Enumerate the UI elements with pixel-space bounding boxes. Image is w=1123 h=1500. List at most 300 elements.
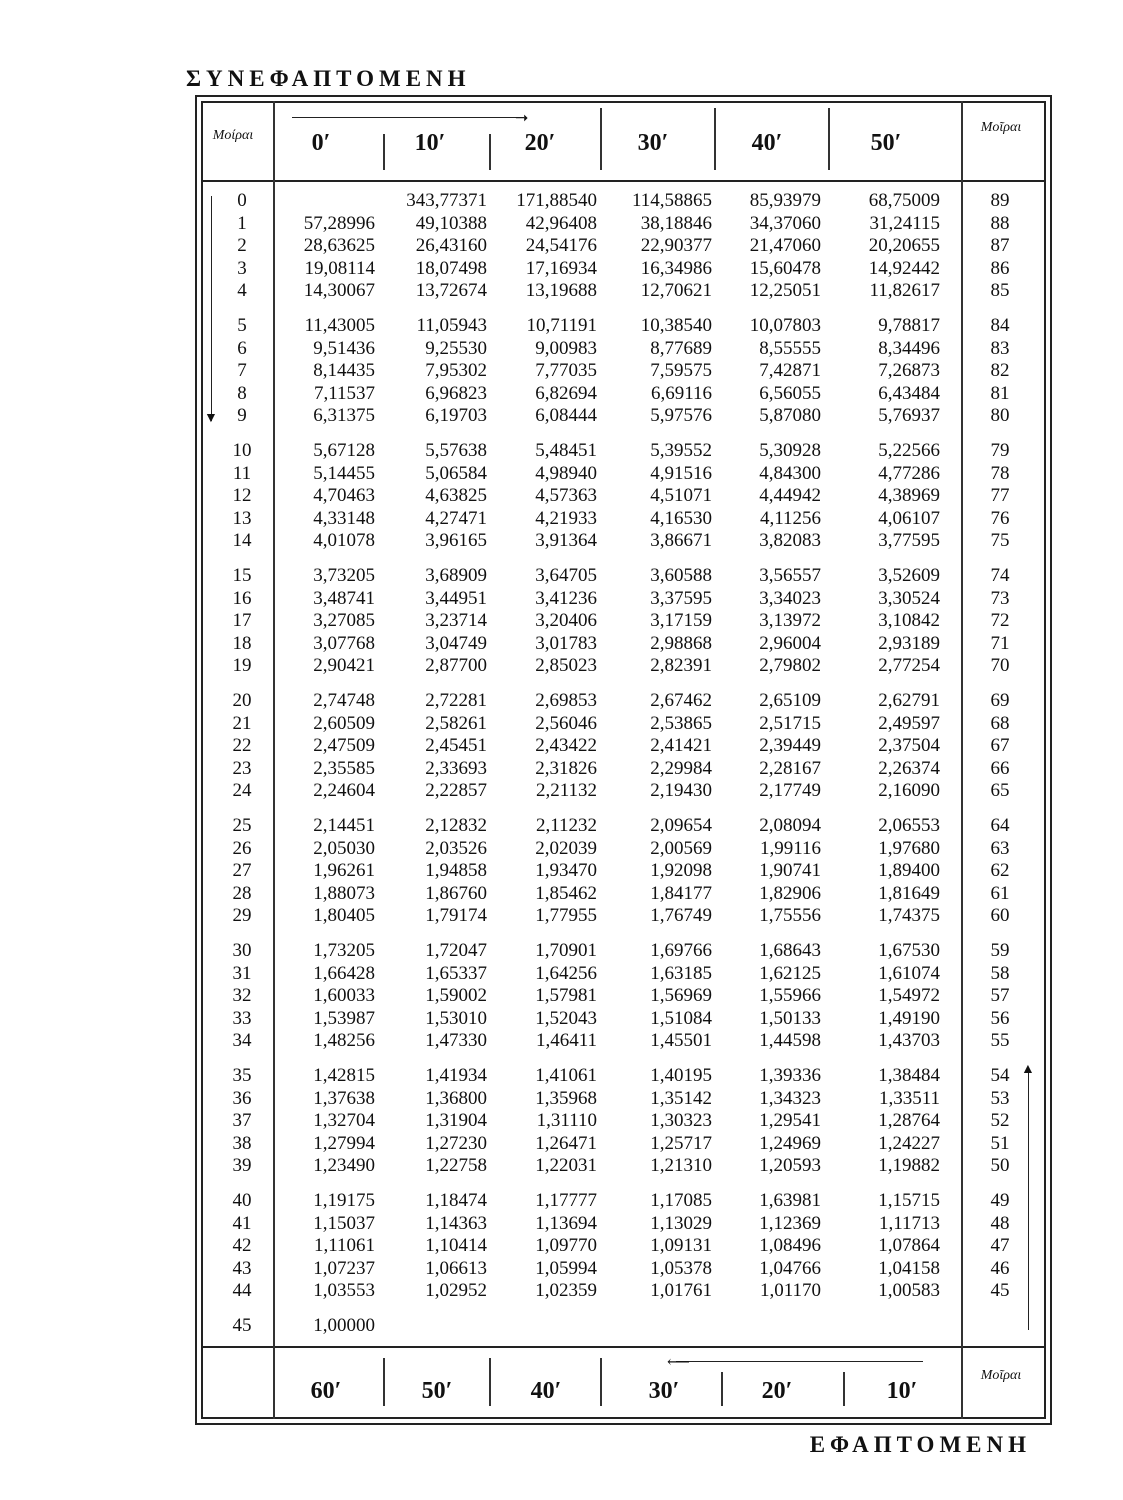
table-cell: 5,14455	[313, 462, 375, 484]
table-cell: 3,56557	[759, 565, 821, 586]
table-cell: 2,28167	[759, 757, 821, 779]
table-cell: 3,23714	[425, 610, 487, 632]
row-degree-left: 13	[232, 507, 252, 529]
table-cell: 3,52609	[878, 565, 940, 586]
row-degree-right: 81	[990, 382, 1010, 404]
table-cell: 1,80405	[313, 905, 375, 927]
page-title-tangent: ΕΦΑΠΤΟΜΕΝΗ	[809, 1432, 1031, 1457]
row-degree-left: 5	[237, 315, 247, 336]
table-cell: 1,20593	[759, 1155, 821, 1177]
row-degree-left: 0	[237, 190, 247, 211]
arrow-down-head-icon: ▼	[204, 411, 218, 426]
footer-minutes-60: 60′	[310, 1378, 342, 1404]
table-cell: 4,70463	[313, 485, 375, 507]
table-cell: 3,20406	[535, 610, 597, 632]
table-cell: 1,23490	[313, 1155, 375, 1177]
table-cell: 4,77286	[878, 462, 940, 484]
table-cell: 6,56055	[759, 382, 821, 404]
table-cell: 1,55966	[759, 985, 821, 1007]
row-degree-left: 4	[237, 280, 247, 302]
row-degree-left: 11	[232, 462, 252, 484]
table-cell: 1,89400	[878, 860, 940, 882]
table-cell: 1,33511	[878, 1087, 940, 1109]
row-degree-right: 78	[990, 462, 1010, 484]
table-cell: 1,05994	[535, 1257, 597, 1279]
row-degree-right: 66	[990, 757, 1010, 779]
table-cell: 10,38540	[640, 315, 712, 336]
column-divider	[600, 108, 602, 170]
row-degree-left: 8	[237, 382, 247, 404]
table-cell: 1,53987	[313, 1007, 375, 1029]
table-cell: 1,04766	[759, 1257, 821, 1279]
row-degree-right: 82	[990, 360, 1010, 382]
row-degree-left: 1	[237, 212, 247, 234]
column-divider	[843, 1372, 845, 1406]
table-cell: 1,50133	[759, 1007, 821, 1029]
row-degree-left: 22	[232, 735, 252, 757]
table-cell: 1,08496	[759, 1235, 821, 1257]
row-degree-right: 89	[990, 190, 1010, 211]
row-degree-right: 77	[990, 485, 1010, 507]
arrow-left-icon	[676, 1361, 923, 1362]
row-degree-left: 32	[232, 985, 252, 1007]
table-cell: 4,44942	[759, 485, 821, 507]
table-cell: 1,03553	[313, 1280, 375, 1302]
table-cell: 2,03526	[425, 837, 487, 859]
table-cell: 1,17777	[535, 1190, 597, 1211]
table-cell: 3,73205	[313, 565, 375, 586]
header-divider	[201, 180, 1046, 182]
table-cell: 1,12369	[759, 1212, 821, 1234]
row-degree-right: 65	[990, 780, 1010, 802]
row-degree-right: 70	[990, 655, 1010, 677]
table-cell: 2,39449	[759, 735, 821, 757]
table-cell: 4,27471	[425, 507, 487, 529]
table-cell: 1,06613	[425, 1257, 487, 1279]
table-cell: 9,78817	[878, 315, 940, 336]
row-degree-right: 47	[990, 1235, 1010, 1257]
table-cell: 1,19175	[313, 1190, 375, 1211]
table-cell: 1,97680	[878, 837, 940, 859]
table-cell: 2,72281	[425, 690, 487, 711]
table-cell: 1,09770	[535, 1235, 597, 1257]
header-minutes-40: 40′	[751, 130, 783, 156]
table-cell: 1,36800	[425, 1087, 487, 1109]
table-cell: 1,52043	[535, 1007, 597, 1029]
row-degree-left: 21	[232, 712, 252, 734]
row-degree-left: 16	[232, 587, 252, 609]
table-cell: 6,96823	[425, 382, 487, 404]
row-degree-left: 34	[232, 1030, 252, 1052]
table-cell: 3,41236	[535, 587, 597, 609]
table-cell: 2,43422	[535, 735, 597, 757]
table-cell: 38,18846	[640, 212, 712, 234]
table-cell: 42,96408	[525, 212, 597, 234]
footer-minutes-20: 20′	[761, 1378, 793, 1404]
table-cell: 26,43160	[415, 235, 487, 257]
row-degree-left: 37	[232, 1110, 252, 1132]
row-degree-right: 61	[990, 882, 1010, 904]
table-cell: 1,57981	[535, 985, 597, 1007]
row-degree-left: 19	[232, 655, 252, 677]
row-degree-right: 85	[990, 280, 1010, 302]
table-cell: 11,82617	[869, 280, 940, 302]
table-cell: 1,60033	[313, 985, 375, 1007]
row-degree-right: 48	[990, 1212, 1010, 1234]
arrow-left-head-icon: ⟵	[667, 1354, 690, 1371]
table-cell: 5,87080	[759, 405, 821, 427]
table-cell: 1,10414	[425, 1235, 487, 1257]
table-cell: 2,49597	[878, 712, 940, 734]
table-cell: 1,74375	[878, 905, 940, 927]
row-degree-right: 58	[990, 962, 1010, 984]
table-cell: 2,19430	[650, 780, 712, 802]
table-cell: 171,88540	[516, 190, 597, 211]
table-cell: 2,31826	[535, 757, 597, 779]
table-cell: 1,92098	[650, 860, 712, 882]
header-degrees-label-left: Μοίραι	[212, 128, 254, 143]
column-divider	[383, 1358, 385, 1406]
table-cell: 1,69766	[650, 940, 712, 961]
table-cell: 1,26471	[535, 1132, 597, 1154]
column-divider	[714, 108, 716, 170]
table-cell: 1,27994	[313, 1132, 375, 1154]
table-cell: 1,44598	[759, 1030, 821, 1052]
row-degree-left: 6	[237, 337, 247, 359]
row-degree-right: 73	[990, 587, 1010, 609]
table-cell: 2,24604	[313, 780, 375, 802]
table-cell: 2,14451	[313, 815, 375, 836]
table-cell: 6,43484	[878, 382, 940, 404]
row-degree-left: 10	[232, 440, 252, 461]
table-cell: 2,05030	[313, 837, 375, 859]
table-cell: 4,38969	[878, 485, 940, 507]
table-cell: 9,00983	[535, 337, 597, 359]
table-cell: 2,53865	[650, 712, 712, 734]
row-degree-right: 79	[990, 440, 1010, 461]
row-degree-left: 35	[232, 1065, 252, 1086]
table-cell: 7,26873	[878, 360, 940, 382]
table-cell: 2,85023	[535, 655, 597, 677]
row-degree-left: 28	[232, 882, 252, 904]
table-cell: 1,41061	[535, 1065, 597, 1086]
table-cell: 1,35968	[535, 1087, 597, 1109]
row-degree-right: 54	[990, 1065, 1010, 1086]
table-cell: 1,68643	[759, 940, 821, 961]
table-cell: 1,51084	[650, 1007, 712, 1029]
table-cell: 6,69116	[650, 382, 712, 404]
table-cell: 1,42815	[313, 1065, 375, 1086]
table-cell: 1,90741	[759, 860, 821, 882]
row-degree-left: 23	[232, 757, 252, 779]
table-cell: 2,98868	[650, 632, 712, 654]
column-divider	[961, 101, 963, 1419]
table-cell: 11,05943	[416, 315, 487, 336]
table-cell: 28,63625	[303, 235, 375, 257]
table-cell: 1,48256	[313, 1030, 375, 1052]
table-cell: 4,57363	[535, 485, 597, 507]
table-cell: 7,77035	[535, 360, 597, 382]
row-degree-left: 45	[232, 1315, 252, 1336]
table-cell: 57,28996	[303, 212, 375, 234]
table-cell: 5,06584	[425, 462, 487, 484]
table-cell: 1,79174	[425, 905, 487, 927]
table-cell: 4,84300	[759, 462, 821, 484]
row-degree-right: 69	[990, 690, 1010, 711]
row-degree-left: 27	[232, 860, 252, 882]
table-cell: 2,22857	[425, 780, 487, 802]
row-degree-left: 41	[232, 1212, 252, 1234]
table-cell: 18,07498	[415, 257, 487, 279]
row-degree-right: 87	[990, 235, 1010, 257]
table-cell: 1,72047	[425, 940, 487, 961]
table-cell: 1,39336	[759, 1065, 821, 1086]
table-cell: 8,55555	[759, 337, 821, 359]
row-degree-left: 9	[237, 405, 247, 427]
table-cell: 4,06107	[878, 507, 940, 529]
table-cell: 85,93979	[749, 190, 821, 211]
row-degree-right: 60	[990, 905, 1010, 927]
row-degree-left: 38	[232, 1132, 252, 1154]
table-cell: 1,54972	[878, 985, 940, 1007]
table-cell: 3,48741	[313, 587, 375, 609]
table-cell: 2,65109	[759, 690, 821, 711]
table-cell: 2,56046	[535, 712, 597, 734]
column-divider	[489, 1358, 491, 1406]
row-degree-right: 52	[990, 1110, 1010, 1132]
row-degree-left: 39	[232, 1155, 252, 1177]
table-cell: 1,07864	[878, 1235, 940, 1257]
table-cell: 14,92442	[868, 257, 940, 279]
row-degree-right: 71	[990, 632, 1010, 654]
table-cell: 1,93470	[535, 860, 597, 882]
table-cell: 3,04749	[425, 632, 487, 654]
table-cell: 2,17749	[759, 780, 821, 802]
table-cell: 1,13694	[535, 1212, 597, 1234]
row-degree-right: 76	[990, 507, 1010, 529]
table-cell: 1,45501	[650, 1030, 712, 1052]
table-cell: 1,82906	[759, 882, 821, 904]
table-cell: 31,24115	[869, 212, 940, 234]
table-cell: 3,64705	[535, 565, 597, 586]
table-cell: 2,74748	[313, 690, 375, 711]
table-cell: 1,21310	[650, 1155, 712, 1177]
column-divider	[828, 108, 830, 170]
table-cell: 9,25530	[425, 337, 487, 359]
arrow-down-icon	[211, 196, 212, 421]
table-cell: 2,00569	[650, 837, 712, 859]
table-cell: 7,59575	[650, 360, 712, 382]
table-cell: 2,69853	[535, 690, 597, 711]
table-cell: 1,34323	[759, 1087, 821, 1109]
table-cell: 2,96004	[759, 632, 821, 654]
table-cell: 2,02039	[535, 837, 597, 859]
table-cell: 8,34496	[878, 337, 940, 359]
table-cell: 2,29984	[650, 757, 712, 779]
row-degree-left: 3	[237, 257, 247, 279]
header-minutes-10: 10′	[414, 130, 446, 156]
footer-minutes-40: 40′	[530, 1378, 562, 1404]
table-cell: 1,24969	[759, 1132, 821, 1154]
row-degree-right: 75	[990, 530, 1010, 552]
table-cell: 1,84177	[650, 882, 712, 904]
table-cell: 1,47330	[425, 1030, 487, 1052]
row-degree-right: 86	[990, 257, 1010, 279]
table-cell: 6,19703	[425, 405, 487, 427]
table-cell: 3,13972	[759, 610, 821, 632]
table-cell: 2,06553	[878, 815, 940, 836]
table-cell: 3,77595	[878, 530, 940, 552]
row-degree-right: 45	[990, 1280, 1010, 1302]
table-cell: 1,40195	[650, 1065, 712, 1086]
row-degree-right: 62	[990, 860, 1010, 882]
row-degree-right: 68	[990, 712, 1010, 734]
row-degree-right: 57	[990, 985, 1010, 1007]
table-cell: 2,09654	[650, 815, 712, 836]
table-cell: 24,54176	[525, 235, 597, 257]
row-degree-right: 63	[990, 837, 1010, 859]
table-cell: 1,37638	[313, 1087, 375, 1109]
row-degree-left: 7	[237, 360, 247, 382]
table-cell: 1,85462	[535, 882, 597, 904]
table-cell: 1,38484	[878, 1065, 940, 1086]
table-cell: 3,30524	[878, 587, 940, 609]
table-cell: 4,16530	[650, 507, 712, 529]
arrow-up-icon	[1028, 1070, 1029, 1330]
arrow-right-icon	[292, 117, 524, 118]
row-degree-left: 43	[232, 1257, 252, 1279]
footer-minutes-10: 10′	[886, 1378, 918, 1404]
table-cell: 7,95302	[425, 360, 487, 382]
table-cell: 1,09131	[650, 1235, 712, 1257]
table-cell: 4,91516	[650, 462, 712, 484]
table-cell: 4,33148	[313, 507, 375, 529]
table-cell: 1,25717	[650, 1132, 712, 1154]
row-degree-left: 40	[232, 1190, 252, 1211]
table-cell: 34,37060	[749, 212, 821, 234]
row-degree-left: 24	[232, 780, 252, 802]
table-cell: 4,51071	[650, 485, 712, 507]
table-cell: 12,25051	[749, 280, 821, 302]
table-cell: 7,42871	[759, 360, 821, 382]
table-cell: 1,81649	[878, 882, 940, 904]
table-cell: 2,37504	[878, 735, 940, 757]
table-cell: 1,13029	[650, 1212, 712, 1234]
table-cell: 1,75556	[759, 905, 821, 927]
table-cell: 1,46411	[535, 1030, 597, 1052]
table-cell: 1,43703	[878, 1030, 940, 1052]
header-degrees-label-right: Μοῖραι	[980, 120, 1022, 135]
table-cell: 4,98940	[535, 462, 597, 484]
table-cell: 4,21933	[535, 507, 597, 529]
row-degree-right: 46	[990, 1257, 1010, 1279]
table-cell: 14,30067	[303, 280, 375, 302]
table-cell: 1,02952	[425, 1280, 487, 1302]
row-degree-right: 56	[990, 1007, 1010, 1029]
table-cell: 1,00000	[313, 1315, 375, 1336]
table-cell: 1,67530	[878, 940, 940, 961]
table-cell: 3,68909	[425, 565, 487, 586]
table-cell: 343,77371	[406, 190, 487, 211]
table-cell: 5,57638	[425, 440, 487, 461]
table-cell: 1,35142	[650, 1087, 712, 1109]
table-cell: 2,51715	[759, 712, 821, 734]
row-degree-right: 53	[990, 1087, 1010, 1109]
row-degree-right: 64	[990, 815, 1010, 836]
table-cell: 2,87700	[425, 655, 487, 677]
table-cell: 1,86760	[425, 882, 487, 904]
row-degree-left: 33	[232, 1007, 252, 1029]
table-cell: 5,39552	[650, 440, 712, 461]
table-cell: 3,96165	[425, 530, 487, 552]
row-degree-left: 17	[232, 610, 252, 632]
row-degree-left: 30	[232, 940, 252, 961]
table-cell: 2,82391	[650, 655, 712, 677]
table-cell: 12,70621	[640, 280, 712, 302]
table-cell: 3,44951	[425, 587, 487, 609]
table-cell: 3,01783	[535, 632, 597, 654]
table-cell: 10,71191	[526, 315, 597, 336]
table-cell: 2,26374	[878, 757, 940, 779]
table-cell: 1,63185	[650, 962, 712, 984]
page-title-cotangent: ΣΥΝΕΦΑΠΤΟΜΕΝΗ	[186, 66, 471, 91]
table-cell: 2,90421	[313, 655, 375, 677]
table-cell: 5,76937	[878, 405, 940, 427]
column-divider	[721, 1372, 723, 1406]
table-cell: 1,59002	[425, 985, 487, 1007]
table-cell: 1,19882	[878, 1155, 940, 1177]
table-cell: 3,10842	[878, 610, 940, 632]
table-cell: 6,31375	[313, 405, 375, 427]
table-cell: 3,17159	[650, 610, 712, 632]
row-degree-right: 51	[990, 1132, 1010, 1154]
table-cell: 1,15037	[313, 1212, 375, 1234]
table-cell: 1,11713	[878, 1212, 940, 1234]
table-cell: 5,30928	[759, 440, 821, 461]
table-cell: 1,02359	[535, 1280, 597, 1302]
table-cell: 2,35585	[313, 757, 375, 779]
table-cell: 5,97576	[650, 405, 712, 427]
table-cell: 1,28764	[878, 1110, 940, 1132]
table-cell: 1,31904	[425, 1110, 487, 1132]
table-cell: 3,91364	[535, 530, 597, 552]
row-degree-right: 80	[990, 405, 1010, 427]
footer-minutes-30: 30′	[648, 1378, 680, 1404]
table-cell: 1,32704	[313, 1110, 375, 1132]
table-cell: 4,63825	[425, 485, 487, 507]
table-cell: 2,33693	[425, 757, 487, 779]
table-cell: 17,16934	[525, 257, 597, 279]
row-degree-left: 12	[232, 485, 252, 507]
table-cell: 2,45451	[425, 735, 487, 757]
row-degree-right: 88	[990, 212, 1010, 234]
table-cell: 5,67128	[313, 440, 375, 461]
table-cell: 2,93189	[878, 632, 940, 654]
table-cell: 2,47509	[313, 735, 375, 757]
table-cell: 1,24227	[878, 1132, 940, 1154]
table-cell: 1,22758	[425, 1155, 487, 1177]
table-cell: 1,05378	[650, 1257, 712, 1279]
footer-divider	[201, 1346, 1046, 1348]
table-cell: 1,73205	[313, 940, 375, 961]
header-minutes-20: 20′	[524, 130, 556, 156]
table-cell: 1,63981	[759, 1190, 821, 1211]
table-cell: 68,75009	[868, 190, 940, 211]
row-degree-left: 25	[232, 815, 252, 836]
table-cell: 5,48451	[535, 440, 597, 461]
row-degree-left: 20	[232, 690, 252, 711]
table-cell: 1,70901	[535, 940, 597, 961]
